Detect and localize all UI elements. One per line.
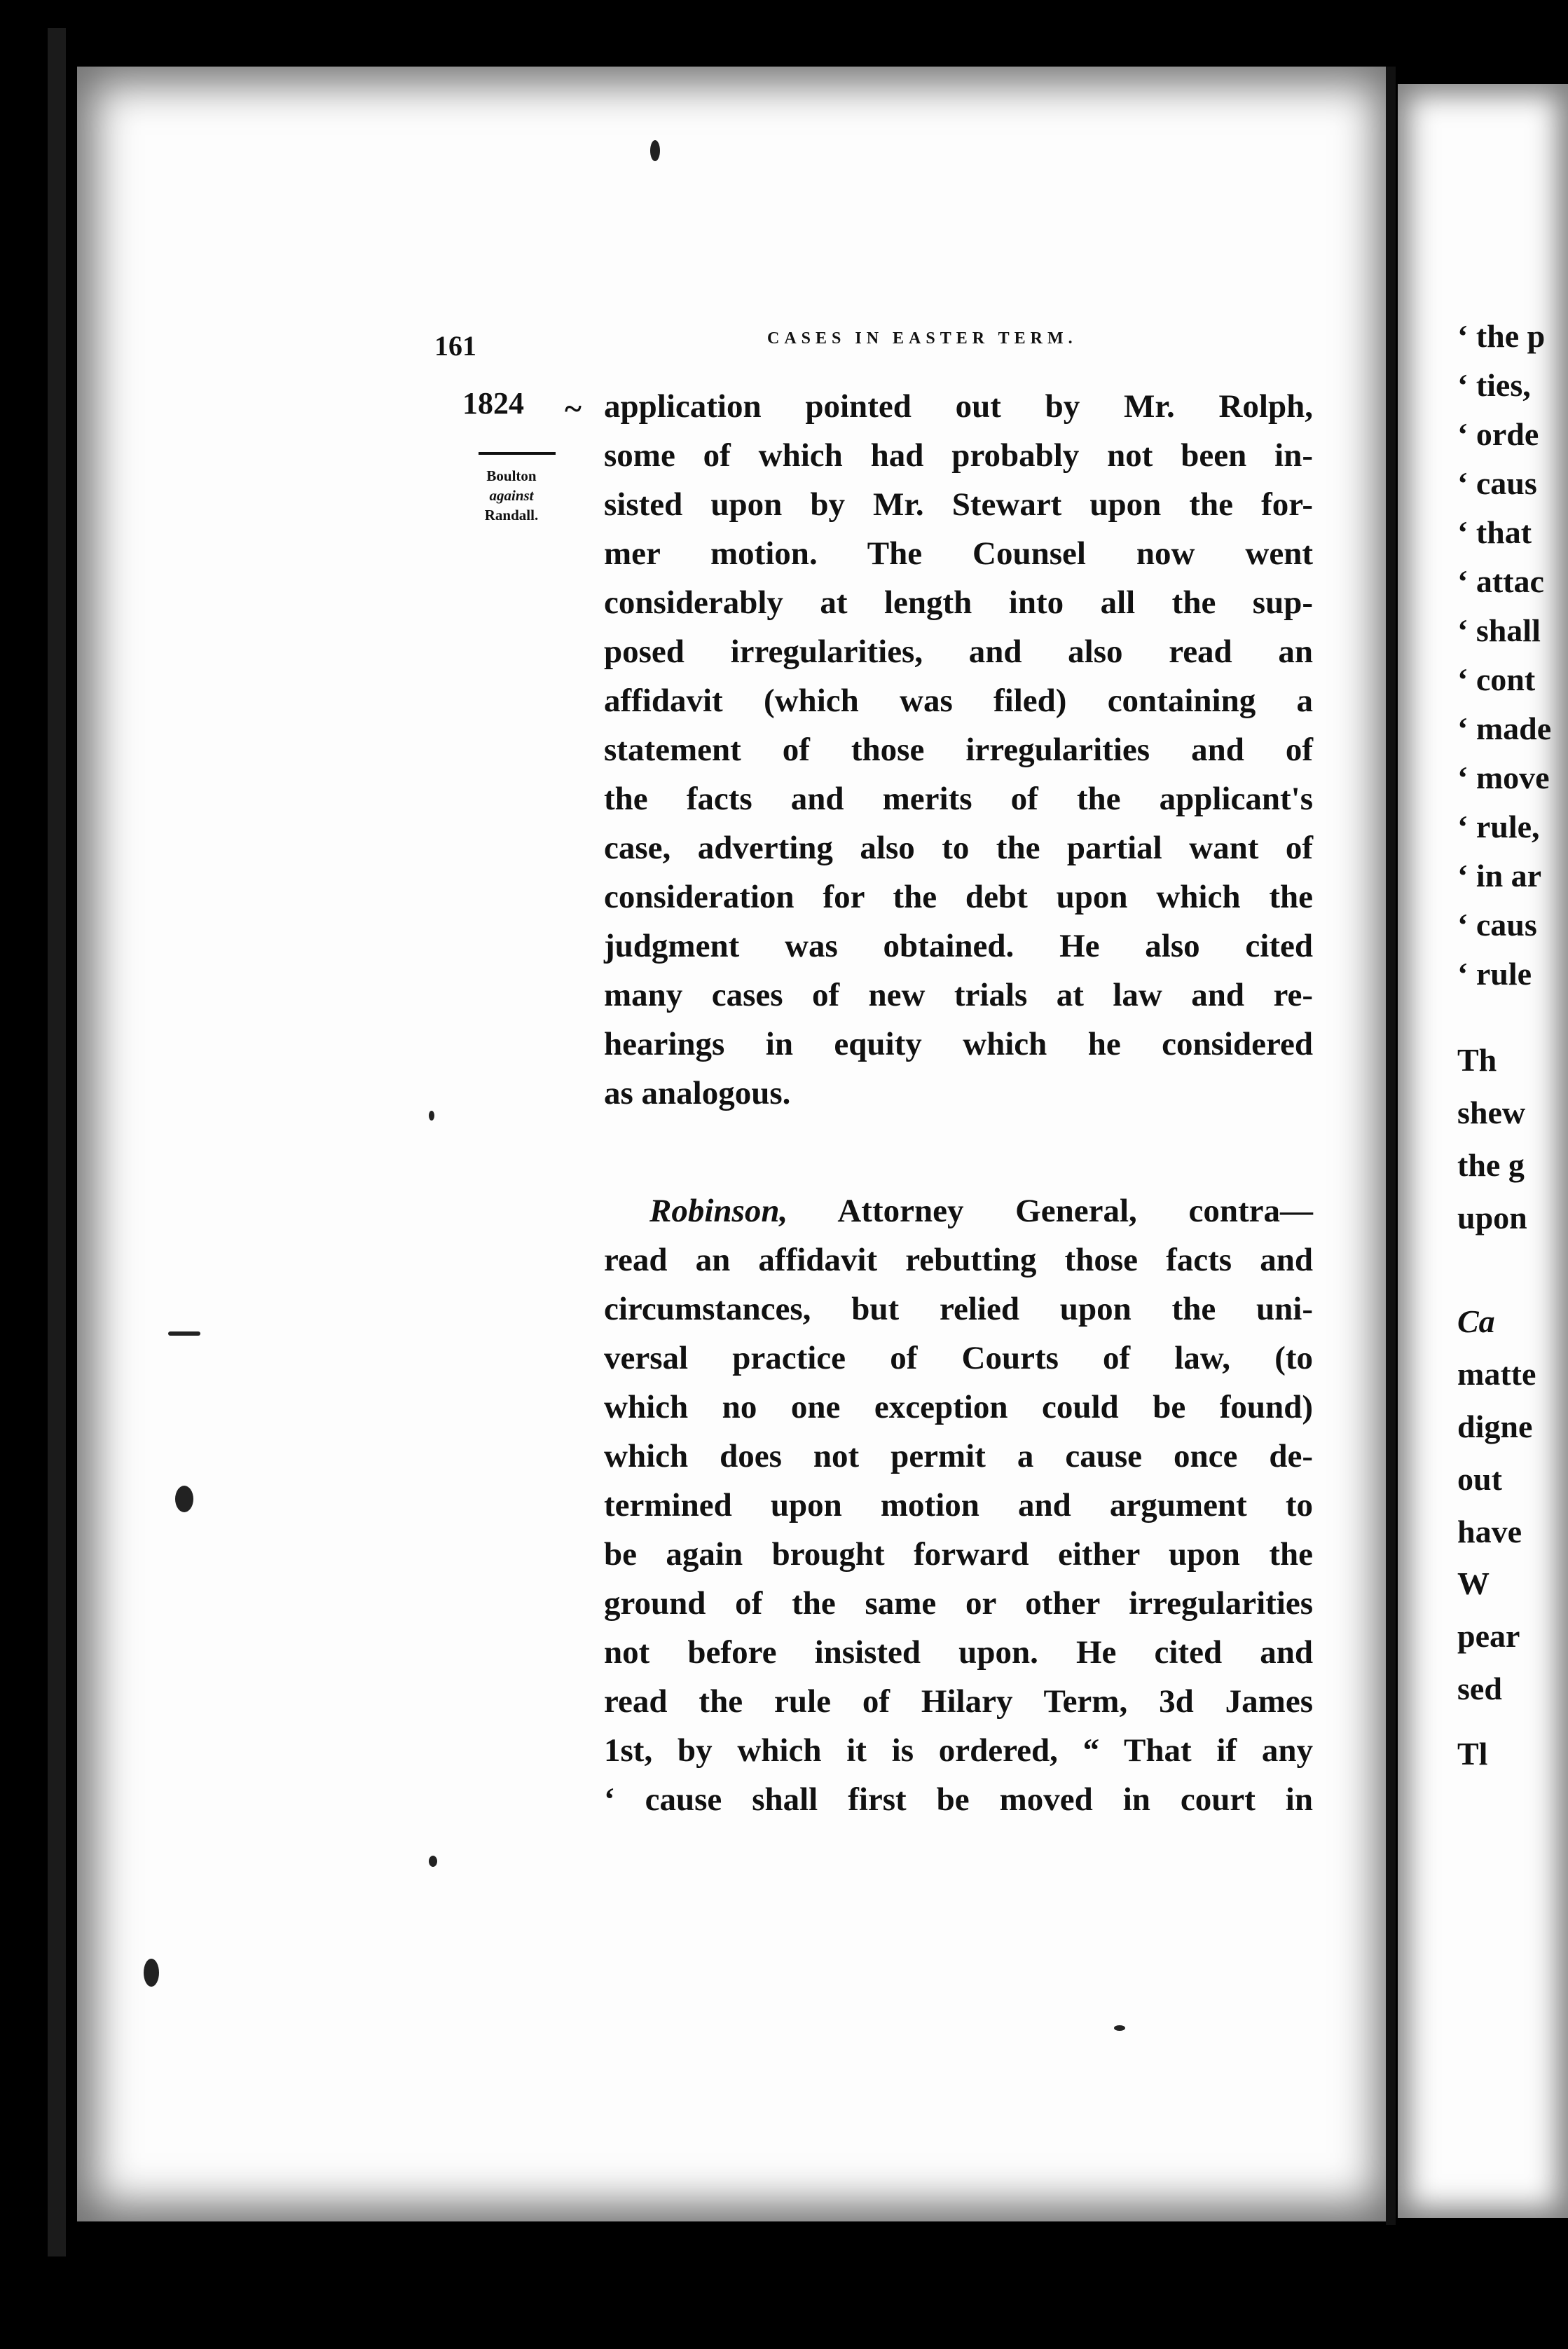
- speaker-name: Robinson,: [649, 1193, 788, 1229]
- text-line: many cases of new trials at law and re-: [604, 977, 1313, 1013]
- tilde-mark: ~: [565, 390, 582, 426]
- text-line: ‘ attac: [1457, 563, 1544, 599]
- margin-rule: [479, 452, 556, 455]
- text-line: ‘ cause shall first be moved in court in: [604, 1781, 1313, 1818]
- speaker-name: Ca: [1457, 1303, 1495, 1339]
- text-line: sed: [1457, 1671, 1502, 1706]
- text-line: considerably at length into all the sup-: [604, 584, 1313, 621]
- text-line: Tl: [1457, 1736, 1488, 1772]
- scan-speck: [175, 1486, 193, 1512]
- right-page-paragraph: [1457, 1557, 1568, 1715]
- margin-case-against: against: [489, 487, 534, 504]
- text-line: ‘ shall: [1457, 612, 1541, 648]
- text-line: not before insisted upon. He cited and: [604, 1634, 1313, 1671]
- text-line: consideration for the debt upon which the: [604, 879, 1313, 915]
- text-line: affidavit (which was filed) containing a: [604, 683, 1313, 719]
- text-line: ‘ rule,: [1457, 809, 1540, 844]
- text-line: read the rule of Hilary Term, 3d James: [604, 1683, 1313, 1720]
- text-line: mer motion. The Counsel now went: [604, 535, 1313, 572]
- text-line: [604, 1186, 1313, 1235]
- text-line: ‘ that: [1457, 514, 1532, 550]
- text-line: ‘ the p: [1457, 318, 1546, 354]
- margin-year: 1824: [462, 386, 524, 420]
- text-line: as analogous.: [604, 1075, 791, 1111]
- text-line: be again brought forward either upon the: [604, 1536, 1313, 1573]
- paragraph-2: [604, 1186, 1313, 1824]
- text-line: digne: [1457, 1409, 1533, 1444]
- scan-speck: [429, 1856, 437, 1867]
- page-number: 161: [434, 330, 476, 362]
- text-line: ‘ rule: [1457, 956, 1532, 992]
- text-line: case, adverting also to the partial want of: [604, 830, 1313, 866]
- text-line: the facts and merits of the applicant's: [604, 781, 1313, 817]
- text-line: posed irregularities, and also read an: [604, 634, 1313, 670]
- text-line: out: [1457, 1461, 1502, 1497]
- text-line: the g: [1457, 1147, 1525, 1183]
- text-line: ‘ caus: [1457, 465, 1537, 501]
- margin-case-plaintiff: Boulton: [486, 467, 537, 484]
- right-page-paragraph: [1457, 1034, 1568, 1244]
- text-line: versal practice of Courts of law, (to: [604, 1340, 1313, 1376]
- text-line: W: [1457, 1566, 1490, 1601]
- text-line: read an affidavit rebutting those facts and: [604, 1242, 1313, 1278]
- scan-speck: [650, 140, 660, 161]
- margin-case-name: [455, 466, 568, 525]
- paragraph-1: [604, 382, 1313, 1118]
- text-line: ground of the same or other irregularities: [604, 1585, 1313, 1622]
- right-page-quote: [1457, 312, 1568, 999]
- text-line: statement of those irregularities and of: [604, 732, 1313, 768]
- text-line: ‘ move: [1457, 760, 1550, 795]
- text-line: shew: [1457, 1095, 1526, 1130]
- text-line: ‘ made: [1457, 711, 1552, 746]
- text-line: have: [1457, 1514, 1522, 1549]
- text-line: which no one exception could be found): [604, 1389, 1313, 1425]
- text-line: Th: [1457, 1042, 1497, 1078]
- text-line: which does not permit a cause once de-: [604, 1438, 1313, 1474]
- text-line: upon: [1457, 1200, 1527, 1235]
- scan-left-edge: [48, 28, 66, 2256]
- text-line: ‘ cont: [1457, 662, 1536, 697]
- text-line: 1st, by which it is ordered, “ That if any: [604, 1732, 1313, 1769]
- text-line: application pointed out by Mr. Rolph,: [604, 388, 1313, 425]
- text-line: circumstances, but relied upon the uni-: [604, 1291, 1313, 1327]
- running-title: CASES IN EASTER TERM.: [767, 329, 1078, 348]
- text-line: pear: [1457, 1618, 1520, 1654]
- text-line: [1457, 1295, 1568, 1348]
- text-line: ‘ orde: [1457, 416, 1539, 452]
- text-line: ‘ in ar: [1457, 858, 1542, 893]
- page-gutter: [1386, 67, 1396, 2225]
- scan-speck: [1114, 2025, 1125, 2031]
- text-line: ‘ caus: [1457, 907, 1537, 943]
- scan-speck: [144, 1959, 159, 1987]
- margin-case-defendant: Randall.: [484, 507, 539, 523]
- text-line: some of which had probably not been in-: [604, 437, 1313, 474]
- text-line: ‘ ties,: [1457, 367, 1531, 403]
- right-page-paragraph: [1457, 1295, 1568, 1558]
- text-line: termined upon motion and argument to: [604, 1487, 1313, 1523]
- right-page-paragraph: [1457, 1730, 1568, 1779]
- text-line: matte: [1457, 1356, 1536, 1392]
- scan-speck: [168, 1331, 200, 1336]
- text-line: judgment was obtained. He also cited: [604, 928, 1313, 964]
- scan-speck: [429, 1111, 434, 1121]
- text-line: sisted upon by Mr. Stewart upon the for-: [604, 486, 1313, 523]
- text-fragment: Attorney General, contra—: [788, 1193, 1313, 1229]
- text-line: hearings in equity which he considered: [604, 1026, 1313, 1062]
